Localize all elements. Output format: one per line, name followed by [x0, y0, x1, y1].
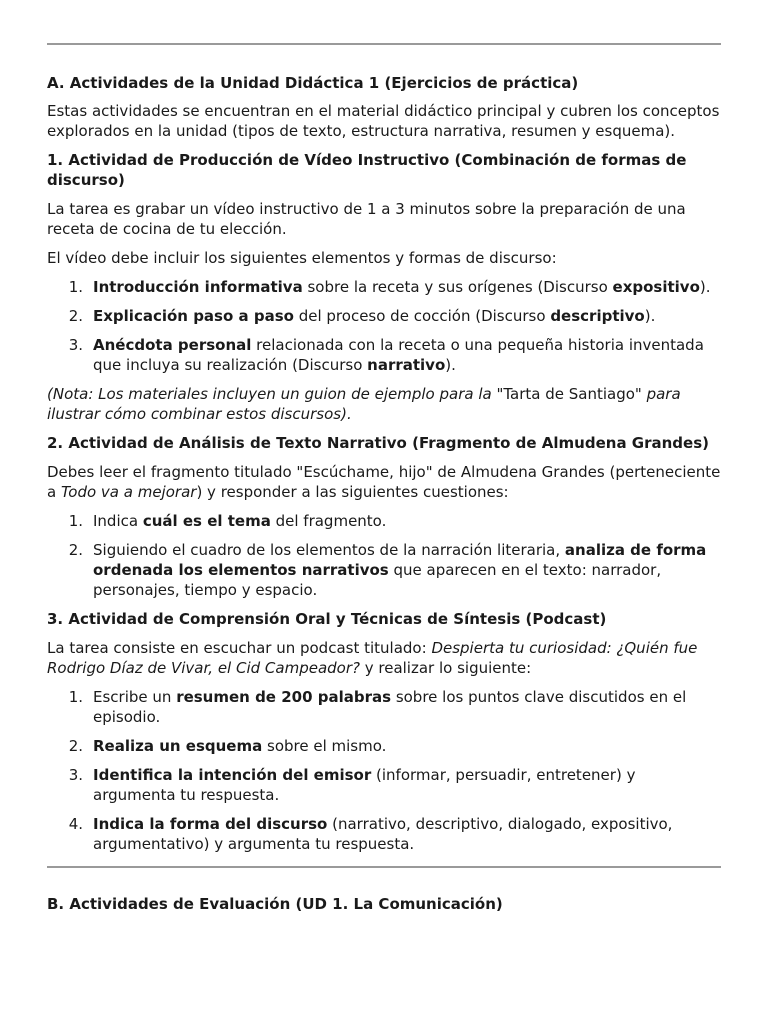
- item-text: del fragmento.: [270, 512, 387, 530]
- activity-1-heading: 1. Actividad de Producción de Vídeo Instructivo (Combinación de formas de discurso): [47, 151, 687, 189]
- item-text: Indica: [93, 512, 143, 530]
- horizontal-rule: [47, 866, 721, 868]
- list-number: 2.: [68, 307, 83, 325]
- list-number: 1.: [68, 278, 83, 296]
- note-text: (Nota: Los materiales incluyen un guion de ejemplo para la: [47, 385, 497, 403]
- activity-3-heading: 3. Actividad de Comprensión Oral y Técnicas de Síntesis (Podcast): [47, 610, 607, 628]
- item-bold: resumen de 200 palabras: [176, 688, 392, 706]
- activity-3-list: [47, 687, 721, 854]
- list-number: 3.: [68, 336, 83, 354]
- note-text: para ilustrar cómo combinar estos discursos).: [47, 385, 681, 423]
- list-number: 3.: [68, 766, 83, 784]
- list-item: [47, 335, 721, 375]
- book-title: Todo va a mejorar: [60, 483, 197, 501]
- list-number: 2.: [68, 737, 83, 755]
- activity-1-note: [47, 384, 721, 424]
- item-bold: Realiza un esquema: [93, 737, 263, 755]
- list-item: [47, 736, 721, 756]
- activity-3-lead: [47, 638, 721, 678]
- item-text: (informar, persuadir, entretener) y argumenta tu respuesta.: [93, 766, 636, 804]
- section-b-heading: B. Actividades de Evaluación (UD 1. La Comunicación): [47, 895, 503, 913]
- item-text: del proceso de cocción (Discurso: [293, 307, 551, 325]
- lead-text: ) y responder a las siguientes cuestiones:: [196, 483, 509, 501]
- item-text: sobre el mismo.: [262, 737, 387, 755]
- list-number: 1.: [68, 688, 83, 706]
- lead-text: La tarea consiste en escuchar un podcast titulado:: [47, 639, 432, 657]
- item-text: relacionada con la receta o una pequeña historia inventada que incluya su realización (Discurso: [93, 336, 704, 374]
- list-number: 1.: [68, 512, 83, 530]
- list-item: [47, 814, 721, 854]
- item-bold: Introducción informativa: [93, 278, 303, 296]
- item-bold: Anécdota personal: [93, 336, 252, 354]
- item-text: Escribe un: [93, 688, 177, 706]
- horizontal-rule: [47, 43, 721, 45]
- lead-text: Debes leer el fragmento titulado "Escúchame, hijo" de Almudena Grandes (perteneciente a: [47, 463, 721, 501]
- list-item: [47, 765, 721, 805]
- document-page: [47, 0, 721, 914]
- item-bold: Indica la forma del discurso: [93, 815, 328, 833]
- list-number: 2.: [68, 541, 83, 559]
- item-bold: cuál es el tema: [142, 512, 271, 530]
- list-item: [47, 277, 721, 297]
- activity-2-list: [47, 511, 721, 600]
- section-a-heading: A. Actividades de la Unidad Didáctica 1 (Ejercicios de práctica): [47, 74, 579, 92]
- section-a-intro: Estas actividades se encuentran en el material didáctico principal y cubren los conceptos explorados en la unidad (tipos de texto, estructura narrativa, resumen y esquema).: [47, 102, 720, 140]
- item-text: ).: [699, 278, 711, 296]
- item-bold: Explicación paso a paso: [93, 307, 294, 325]
- podcast-title: Despierta tu curiosidad: ¿Quién fue Rodrigo Díaz de Vivar, el Cid Campeador?: [47, 639, 698, 677]
- item-text: Siguiendo el cuadro de los elementos de la narración literaria,: [93, 541, 565, 559]
- activity-1-list: [47, 277, 721, 375]
- activity-1-lead: El vídeo debe incluir los siguientes elementos y formas de discurso:: [47, 249, 557, 267]
- item-text: ).: [445, 356, 456, 374]
- item-bold: narrativo: [367, 356, 446, 374]
- item-bold: descriptivo: [550, 307, 645, 325]
- item-text: que aparecen en el texto: narrador, personajes, tiempo y espacio.: [93, 561, 662, 599]
- note-quote: "Tarta de Santiago": [496, 385, 642, 403]
- list-item: [47, 306, 721, 326]
- item-text: sobre los puntos clave discutidos en el episodio.: [93, 688, 687, 726]
- item-bold: analiza de forma ordenada los elementos narrativos: [93, 541, 707, 579]
- lead-text: y realizar lo siguiente:: [359, 659, 532, 677]
- item-text: sobre la receta y sus orígenes (Discurso: [302, 278, 613, 296]
- item-bold: expositivo: [612, 278, 700, 296]
- activity-2-lead: [47, 462, 721, 502]
- activity-2-heading: 2. Actividad de Análisis de Texto Narrativo (Fragmento de Almudena Grandes): [47, 434, 709, 452]
- activity-1-task: La tarea es grabar un vídeo instructivo de 1 a 3 minutos sobre la preparación de una receta de cocina de tu elección.: [47, 200, 686, 238]
- list-number: 4.: [68, 815, 83, 833]
- item-text: ).: [644, 307, 656, 325]
- item-bold: Identifica la intención del emisor: [93, 766, 372, 784]
- item-text: (narrativo, descriptivo, dialogado, expositivo, argumentativo) y argumenta tu respuesta.: [93, 815, 673, 853]
- list-item: [47, 540, 721, 600]
- list-item: [47, 687, 721, 727]
- list-item: [47, 511, 721, 531]
